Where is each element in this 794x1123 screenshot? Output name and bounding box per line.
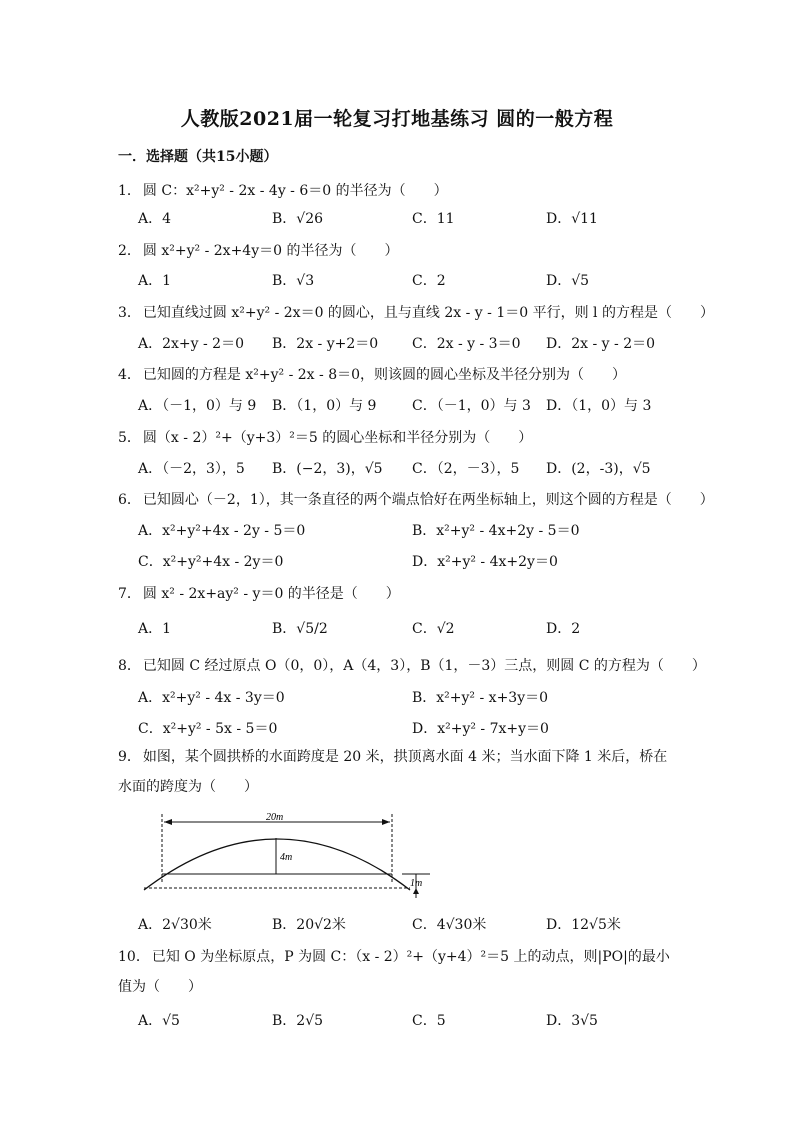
option-d: D．2	[546, 621, 581, 637]
option-d: D．x²+y² - 4x+2y＝0	[412, 554, 558, 570]
option-b: B．2x - y+2＝0	[272, 336, 379, 352]
option-c: C．√2	[412, 621, 455, 637]
question-9: 9． 如图，某个圆拱桥的水面跨度是 20 米，拱顶离水面 4 米；当水面下降 1 米后，桥在水面的跨度为（ ）	[118, 749, 668, 795]
option-c: C．x²+y² - 5x - 5＝0	[138, 721, 278, 737]
option-d: D．(2，-3)，√5	[546, 461, 651, 477]
arch-bridge-figure	[140, 808, 440, 900]
option-b: B．（1，0）与 9	[272, 398, 377, 414]
question-2: 2． 圆 x²+y² - 2x+4y＝0 的半径为（ ）	[118, 243, 399, 259]
option-b: B．2√5	[272, 1013, 324, 1029]
option-b: B．√26	[272, 211, 324, 227]
question-stem: 圆 x² - 2x+ay² - y＝0 的半径是（ ）	[142, 586, 400, 602]
question-stem: 已知 O 为坐标原点，P 为圆 C：（x - 2）²+（y+4）²＝5 上的动点，则|PO|的最小值为（ ）	[118, 949, 670, 995]
option-d: D．（1，0）与 3	[546, 398, 652, 414]
option-a: A．2x+y - 2＝0	[138, 336, 244, 352]
question-6: 6． 已知圆心（－2，1），其一条直径的两个端点恰好在两坐标轴上，则这个圆的方程是（ ）	[118, 492, 714, 508]
question-stem: 圆 x²+y² - 2x+4y＝0 的半径为（ ）	[142, 243, 399, 259]
option-a: A．（－2，3），5	[138, 461, 245, 477]
option-c: C．5	[412, 1013, 446, 1029]
question-1: 1． 圆 C：x²+y² - 2x - 4y - 6＝0 的半径为（ ）	[118, 183, 448, 199]
question-stem: 已知圆的方程是 x²+y² - 2x - 8＝0，则该圆的圆心坐标及半径分别为（ ）	[142, 367, 627, 383]
option-c: C．2x - y - 3＝0	[412, 336, 521, 352]
option-d: D．x²+y² - 7x+y＝0	[412, 721, 549, 737]
span-arrow-left	[164, 819, 172, 825]
option-b: B．20√2米	[272, 917, 346, 933]
question-10: 10． 已知 O 为坐标原点，P 为圆 C：（x - 2）²+（y+4）²＝5 上的动点，则|PO|的最小值为（ ）	[118, 949, 670, 995]
question-stem: 圆 C：x²+y² - 2x - 4y - 6＝0 的半径为（ ）	[142, 183, 448, 199]
option-a: A．x²+y² - 4x - 3y＝0	[138, 690, 285, 706]
question-4: 4． 已知圆的方程是 x²+y² - 2x - 8＝0，则该圆的圆心坐标及半径分别为（ ）	[118, 367, 627, 383]
question-stem: 已知直线过圆 x²+y² - 2x＝0 的圆心，且与直线 2x - y - 1＝0 平行，则 l 的方程是（ ）	[142, 305, 714, 321]
option-d: D．12√5米	[546, 917, 621, 933]
option-b: B．(−2，3)，√5	[272, 461, 383, 477]
option-a: A．（－1，0）与 9	[138, 398, 257, 414]
question-stem: 如图，某个圆拱桥的水面跨度是 20 米，拱顶离水面 4 米；当水面下降 1 米后，桥在水面的跨度为（ ）	[118, 749, 668, 795]
option-d: D．3√5	[546, 1013, 598, 1029]
section-heading: 一．选择题（共15小题）	[118, 149, 278, 165]
option-a: A．1	[138, 621, 172, 637]
option-a: A．4	[138, 211, 172, 227]
question-3: 3． 已知直线过圆 x²+y² - 2x＝0 的圆心，且与直线 2x - y - 1＝0 平行，则 l 的方程是（ ）	[118, 305, 714, 321]
option-c: C．4√30米	[412, 917, 487, 933]
span-arrow-right	[382, 819, 390, 825]
page-title: 人教版2021届一轮复习打地基练习 圆的一般方程	[180, 108, 614, 130]
question-7: 7． 圆 x² - 2x+ay² - y＝0 的半径是（ ）	[118, 586, 400, 602]
option-a: A．2√30米	[138, 917, 212, 933]
option-b: B．√3	[272, 273, 315, 289]
drop-label: 1m	[410, 878, 423, 889]
question-5: 5． 圆（x - 2）²+（y+3）²＝5 的圆心坐标和半径分别为（ ）	[118, 430, 533, 446]
option-a: A．x²+y²+4x - 2y - 5＝0	[138, 523, 306, 539]
span-label: 20m	[266, 812, 284, 823]
option-a: A．√5	[138, 1013, 180, 1029]
option-d: D．√5	[546, 273, 590, 289]
option-c: C．（2，－3），5	[412, 461, 520, 477]
option-d: D．√11	[546, 211, 598, 227]
question-8: 8． 已知圆 C 经过原点 O（0，0），A（4，3），B（1，－3）三点，则圆 C 的方程为（ ）	[118, 658, 706, 674]
option-c: C．（－1，0）与 3	[412, 398, 531, 414]
option-b: B．x²+y² - 4x+2y - 5＝0	[412, 523, 580, 539]
height-label: 4m	[280, 852, 293, 863]
arch-curve	[144, 839, 410, 890]
option-b: B．√5/2	[272, 621, 328, 637]
question-stem: 已知圆心（－2，1），其一条直径的两个端点恰好在两坐标轴上，则这个圆的方程是（ ）	[142, 492, 714, 508]
question-stem: 已知圆 C 经过原点 O（0，0），A（4，3），B（1，－3）三点，则圆 C 的方程为（ ）	[142, 658, 706, 674]
option-b: B．x²+y² - x+3y＝0	[412, 690, 549, 706]
option-c: C．x²+y²+4x - 2y＝0	[138, 554, 284, 570]
option-c: C．2	[412, 273, 446, 289]
option-c: C．11	[412, 211, 455, 227]
option-a: A．1	[138, 273, 172, 289]
question-stem: 圆（x - 2）²+（y+3）²＝5 的圆心坐标和半径分别为（ ）	[142, 430, 533, 446]
option-d: D．2x - y - 2＝0	[546, 336, 656, 352]
